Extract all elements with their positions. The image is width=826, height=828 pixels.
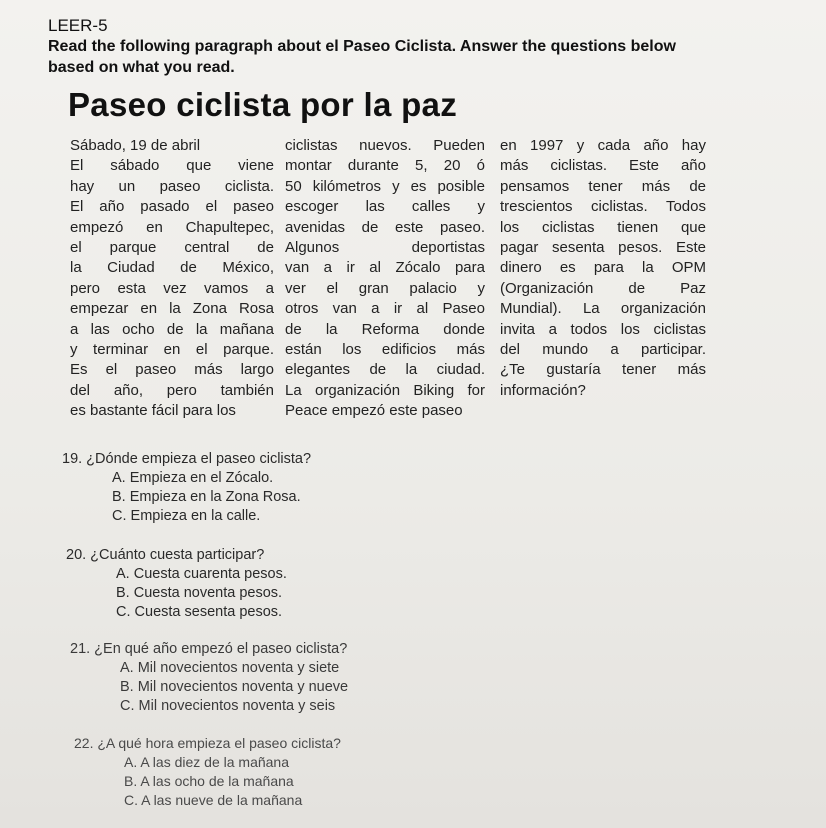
article-line: a las ocho de la mañana (70, 320, 274, 338)
worksheet-code: LEER-5 (48, 16, 108, 35)
article-line: otros van a ir al Paseo (285, 300, 485, 318)
answer-option: A. A las diez de la mañana (124, 754, 289, 770)
worksheet-header (48, 16, 788, 78)
article-line: escoger las calles y (285, 198, 485, 216)
answer-option: B. A las ocho de la mañana (124, 773, 294, 789)
article-line: pero esta vez vamos a (70, 279, 274, 297)
article-line: están los edificios más (285, 341, 485, 359)
article-line: empezó en Chapultepec, (70, 218, 274, 236)
article-line: los ciclistas tienen que (500, 218, 706, 236)
answer-option: C. Empieza en la calle. (112, 508, 261, 524)
answer-option: C. A las nueve de la mañana (124, 792, 303, 808)
answer-option: A. Empieza en el Zócalo. (112, 470, 274, 486)
article-column-1 (70, 136, 274, 422)
instructions-line-2: based on what you read. (48, 59, 235, 76)
article-line: trescientos ciclistas. Todos (500, 198, 706, 216)
article-line: del año, pero también (70, 381, 274, 399)
article-line: de la Reforma donde (285, 320, 485, 338)
article-line: (Organización de Paz (500, 279, 706, 297)
article-line: Sábado, 19 de abril (70, 137, 201, 154)
article-line: más ciclistas. Este año (500, 157, 706, 175)
article-line: El año pasado el paseo (70, 198, 274, 216)
answer-option: A. Cuesta cuarenta pesos. (116, 566, 287, 582)
article-line: Peace empezó este paseo (285, 402, 463, 420)
answer-option: A. Mil novecientos noventa y siete (120, 660, 340, 676)
article-line: 50 kilómetros y es posible (285, 177, 485, 195)
instructions-line-1: Read the following paragraph about el Paseo Ciclista. Answer the questions below (48, 38, 676, 55)
question-stem: 22. ¿A qué hora empieza el paseo ciclista? (74, 735, 341, 751)
question-20 (66, 546, 287, 622)
article-line: invita a todos los ciclistas (500, 320, 706, 338)
article-line: pensamos tener más de (500, 177, 706, 195)
article-line: Es el paseo más largo (70, 361, 274, 379)
question-21 (70, 640, 348, 716)
article-line: información? (500, 381, 586, 399)
article-line: La organización Biking for (285, 381, 485, 399)
article-line: van a ir al Zócalo para (285, 259, 485, 277)
article-line: avenidas de este paseo. (285, 218, 485, 236)
article-line: elegantes de la ciudad. (285, 361, 485, 379)
article-line: ciclistas nuevos. Pueden (285, 137, 485, 154)
article-line: la Ciudad de México, (70, 259, 274, 277)
article-line: montar durante 5, 20 ó (285, 157, 485, 175)
article-line: ¿Te gustaría tener más (500, 361, 706, 379)
article-line: dinero es para la OPM (500, 259, 706, 277)
article-column-3 (500, 136, 706, 401)
article-column-2 (285, 136, 485, 422)
article-line: el parque central de (70, 239, 274, 257)
article-line: pagar sesenta pesos. Este (500, 239, 706, 257)
answer-option: C. Cuesta sesenta pesos. (116, 604, 283, 620)
article-line: del mundo a participar. (500, 341, 706, 359)
question-22 (74, 734, 341, 810)
article-line: ver el gran palacio y (285, 279, 485, 297)
answer-option: C. Mil novecientos noventa y seis (120, 698, 336, 714)
article-line: es bastante fácil para los (70, 402, 236, 420)
question-stem: 21. ¿En qué año empezó el paseo ciclista? (70, 641, 348, 657)
article-line: hay un paseo ciclista. (70, 177, 274, 195)
article-line: El sábado que viene (70, 157, 274, 175)
question-stem: 20. ¿Cuánto cuesta participar? (66, 547, 265, 563)
article-title: Paseo ciclista por la paz (68, 86, 457, 123)
answer-option: B. Empieza en la Zona Rosa. (112, 489, 301, 505)
question-stem: 19. ¿Dónde empieza el paseo ciclista? (62, 451, 312, 467)
article-line: y terminar en el parque. (70, 341, 274, 359)
article-line: Algunos deportistas (285, 239, 485, 257)
article-line: en 1997 y cada año hay (500, 137, 706, 154)
answer-option: B. Mil novecientos noventa y nueve (120, 679, 349, 695)
question-19 (62, 450, 311, 526)
answer-option: B. Cuesta noventa pesos. (116, 585, 283, 601)
article-line: empezar en la Zona Rosa (70, 300, 274, 318)
article-line: Mundial). La organización (500, 300, 706, 318)
